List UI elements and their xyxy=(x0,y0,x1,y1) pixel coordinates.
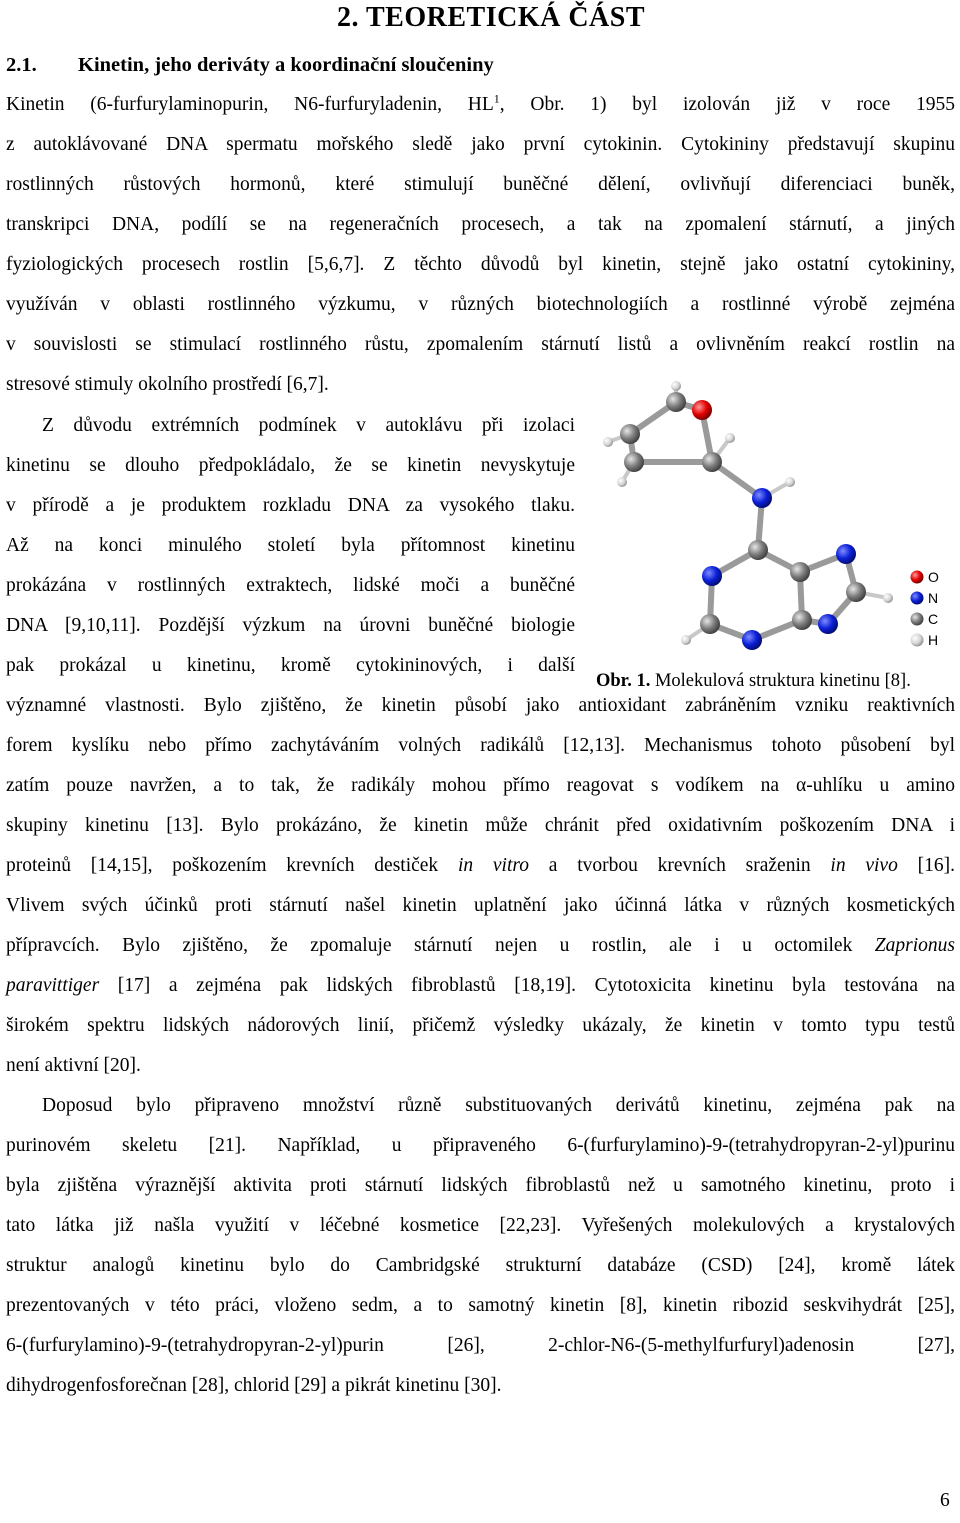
text-line: transkripci DNA, podílí se na regeneračních procesech, a tak na zpomalení stárnutí, a jiných xyxy=(6,214,955,235)
molecule-figure xyxy=(596,372,956,700)
text-line: DNA [9,10,11]. Pozdější výzkum na úrovni buněčné biologie xyxy=(6,615,575,636)
legend-item-carbon: C xyxy=(910,608,939,629)
kinetin-molecule-model xyxy=(596,372,906,664)
text-line: pak prokázal u kinetinu, kromě cytokininových, i další xyxy=(6,655,575,676)
section-title: Kinetin, jeho deriváty a koordinační sloučeniny xyxy=(78,54,494,76)
text-line: není aktivní [20]. xyxy=(6,1055,141,1076)
text-line: tato látka již našla využití v léčebné kosmetice [22,23]. Vyřešených molekulových a krystalových xyxy=(6,1215,955,1236)
text-line: rostlinných růstových hormonů, které stimulují buněčné dělení, ovlivňují diferenciaci buněk, xyxy=(6,174,955,195)
text-line: Až na konci minulého století byla přítomnost kinetinu xyxy=(6,535,575,556)
text-line: skupiny kinetinu [13]. Bylo prokázáno, že kinetin může chránit před oxidativním poškozením DNA i xyxy=(6,815,955,836)
text-line: zatím pouze navržen, a to tak, že radikály mohou přímo reagovat s vodíkem na α-uhlíku u amino xyxy=(6,775,955,796)
text-line: prezentovaných v této práci, vloženo sedm, a to samotný kinetin [8], kinetin ribozid seskvihydrát [25], xyxy=(6,1295,955,1316)
legend-item-oxygen: O xyxy=(910,566,939,587)
section-number: 2.1. xyxy=(6,54,37,76)
text-line: v přírodě a je produktem rozkladu DNA za vysokého tlaku. xyxy=(6,495,575,516)
section-heading xyxy=(6,54,494,77)
text-line: fyziologických procesech rostlin [5,6,7]. Z těchto důvodů byl kinetin, stejně jako ostatní cytokininy, xyxy=(6,254,955,275)
text-line: byla zjištěna výraznější aktivita proti stárnutí lidských fibroblastů než u samotného kinetinu, proto i xyxy=(6,1175,955,1196)
text-line: stresové stimuly okolního prostředí [6,7]. xyxy=(6,374,329,395)
text-line: proteinů [14,15], poškozením krevních destiček in vitro a tvorbou krevních sraženin in vivo [16]. xyxy=(6,855,955,876)
page-number: 6 xyxy=(940,1490,950,1511)
text-line: z autoklávované DNA spermatu mořského sledě jako první cytokinin. Cytokininy představují skupinu xyxy=(6,134,955,155)
text-line: kinetinu se dlouho předpokládalo, že se kinetin nevyskytuje xyxy=(6,455,575,476)
hydrogen-sphere-icon xyxy=(910,633,924,647)
text-line: Kinetin (6-furfurylaminopurin, N6-furfuryladenin, $HL^1$, Obr. 1) byl izolován již v roce 1955 xyxy=(6,91,955,115)
chapter-title: 2. TEORETICKÁ ČÁST xyxy=(337,2,646,33)
text-line: Doposud bylo připraveno množství různě substituovaných derivátů kinetinu, zejména pak na xyxy=(42,1095,955,1116)
text-line: purinovém skeletu [21]. Například, u připraveného 6-(furfurylamino)-9-(tetrahydropyran-2-yl)purinu xyxy=(6,1135,955,1156)
text-line: prokázána v rostlinných extraktech, lidské moči a buněčné xyxy=(6,575,575,596)
text-line: forem kyslíku nebo přímo zachytáváním volných radikálů [12,13]. Mechanismus tohoto působení byl xyxy=(6,735,955,756)
nitrogen-sphere-icon xyxy=(910,591,924,605)
text-line: dihydrogenfosforečnan [28], chlorid [29] a pikrát kinetinu [30]. xyxy=(6,1375,502,1396)
legend-item-hydrogen: H xyxy=(910,629,939,650)
text-line: v souvislosti se stimulací rostlinného růstu, zpomalením stárnutí listů a ovlivněním reakcí rostlin na xyxy=(6,334,955,355)
text-line: paravittiger [17] a zejména pak lidských fibroblastů [18,19]. Cytotoxicita kinetinu byla testována na xyxy=(6,975,955,996)
text-line: struktur analogů kinetinu bylo do Cambridgské strukturní databáze (CSD) [24], kromě látek xyxy=(6,1255,955,1276)
bonds xyxy=(630,402,856,640)
carbon-sphere-icon xyxy=(910,612,924,626)
legend-item-nitrogen: N xyxy=(910,587,939,608)
text-line: Vlivem svých účinků proti stárnutí našel kinetin uplatnění jako účinná látka v různých kosmetických xyxy=(6,895,955,916)
text-line: Z důvodu extrémních podmínek v autoklávu při izolaci xyxy=(42,415,575,436)
text-line: 6-(furfurylamino)-9-(tetrahydropyran-2-yl)purin [26], 2-chlor-N6-(5-methylfurfuryl)adenosin [27], xyxy=(6,1335,955,1356)
text-line: přípravcích. Bylo zjištěno, že zpomaluje stárnutí nejen u rostlin, ale i u octomilek Zaprionus xyxy=(6,935,955,956)
oxygen-sphere-icon xyxy=(910,570,924,584)
text-line: významné vlastnosti. Bylo zjištěno, že kinetin působí jako antioxidant zabráněním vzniku reaktivních xyxy=(6,695,955,716)
figure-caption: Obr. 1. Molekulová struktura kinetinu [8]. xyxy=(596,671,911,691)
atom-legend xyxy=(910,566,939,650)
text-line: širokém spektru lidských nádorových linií, přičemž výsledky ukázaly, že kinetin v tomto typu testů xyxy=(6,1015,955,1036)
text-line: využíván v oblasti rostlinného výzkumu, v různých biotechnologiích a rostlinné výrobě zejména xyxy=(6,294,955,315)
